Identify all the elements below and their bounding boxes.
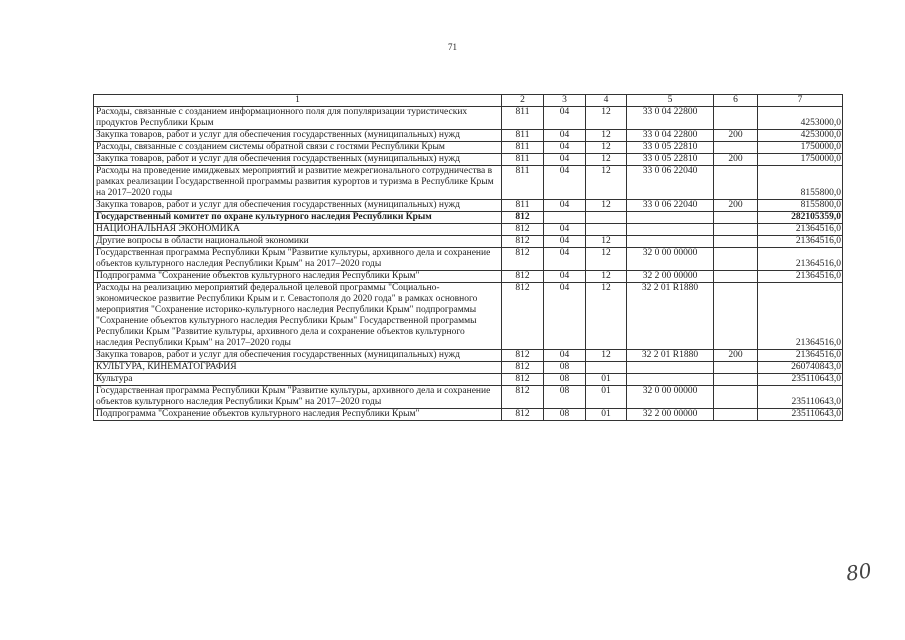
expense-type-cell [714,271,758,283]
target-article-cell [627,224,714,236]
ministry-code-cell: 812 [502,362,544,374]
amount-cell: 21364516,0 [758,271,843,283]
expense-type-cell [714,362,758,374]
expense-type-cell [714,107,758,130]
expense-name-cell: Расходы, связанные с созданием системы обратной связи с гостями Республики Крым [94,142,502,154]
target-article-cell: 33 0 05 22810 [627,154,714,166]
amount-cell: 8155800,0 [758,166,843,200]
subsection-code-cell [586,224,627,236]
ministry-code-cell: 812 [502,271,544,283]
section-code-cell: 04 [544,142,586,154]
expense-type-cell [714,283,758,350]
section-code-cell: 04 [544,130,586,142]
expense-name-cell: Закупка товаров, работ и услуг для обеспечения государственных (муниципальных) нужд [94,200,502,212]
expense-name-cell: Культура [94,374,502,386]
subsection-code-cell: 12 [586,107,627,130]
section-code-cell: 04 [544,200,586,212]
target-article-cell: 33 0 04 22800 [627,130,714,142]
ministry-code-cell: 811 [502,130,544,142]
table-row [94,212,843,224]
amount-cell: 4253000,0 [758,107,843,130]
section-code-cell: 04 [544,236,586,248]
amount-cell: 235110643,0 [758,374,843,386]
amount-cell: 1750000,0 [758,154,843,166]
table-row [94,107,843,130]
target-article-cell: 33 0 06 22040 [627,200,714,212]
subsection-code-cell: 12 [586,248,627,271]
expense-name-cell: Закупка товаров, работ и услуг для обеспечения государственных (муниципальных) нужд [94,154,502,166]
amount-cell: 4253000,0 [758,130,843,142]
subsection-code-cell: 12 [586,166,627,200]
amount-cell: 260740843,0 [758,362,843,374]
target-article-cell: 32 2 01 R1880 [627,350,714,362]
expense-type-cell [714,224,758,236]
handwritten-page-mark: 80 [844,558,873,586]
expense-name-cell: Государственная программа Республики Крым "Развитие культуры, архивного дела и сохранение объектов культурного наследия Республики Крым" на 2017–2020 годы [94,248,502,271]
expense-type-cell [714,212,758,224]
expense-name-cell: Подпрограмма "Сохранение объектов культурного наследия Республики Крым" [94,409,502,421]
amount-cell: 282105359,0 [758,212,843,224]
page-number: 71 [448,42,457,52]
expense-name-cell: Государственная программа Республики Крым "Развитие культуры, архивного дела и сохранение объектов культурного наследия Республики Крым" на 2017–2020 годы [94,386,502,409]
expense-name-cell: Другие вопросы в области национальной экономики [94,236,502,248]
target-article-cell [627,236,714,248]
header-row [94,95,843,107]
ministry-code-cell: 811 [502,107,544,130]
expense-type-cell: 200 [714,130,758,142]
table-row [94,283,843,350]
target-article-cell: 32 2 01 R1880 [627,283,714,350]
target-article-cell: 33 0 05 22810 [627,142,714,154]
ministry-code-cell: 811 [502,154,544,166]
table-row [94,248,843,271]
table-row [94,142,843,154]
section-code-cell: 08 [544,386,586,409]
expense-type-cell [714,248,758,271]
column-header: 5 [627,95,714,107]
table-row [94,224,843,236]
ministry-code-cell: 812 [502,248,544,271]
table-row [94,130,843,142]
section-code-cell [544,212,586,224]
ministry-code-cell: 812 [502,224,544,236]
target-article-cell: 32 2 00 00000 [627,271,714,283]
expense-name-cell: Расходы на реализацию мероприятий федеральной целевой программы "Социально-экономическое развитие Республики Крым и г. Севастополя до 2020 года" в рамках основного мероприятия "Сохранение историко-культурного наследия Республики Крым" подпрограммы "Сохранение объектов культурного наследия Республики Крым" Государственной программы Республики Крым "Развитие культуры, архивного дела и сохранение объектов культурного наследия Республики Крым" на 2017–2020 годы [94,283,502,350]
section-code-cell: 04 [544,350,586,362]
target-article-cell: 32 2 00 00000 [627,409,714,421]
subsection-code-cell: 12 [586,236,627,248]
subsection-code-cell [586,362,627,374]
ministry-code-cell: 812 [502,409,544,421]
column-header: 2 [502,95,544,107]
table-row [94,386,843,409]
subsection-code-cell [586,212,627,224]
section-code-cell: 04 [544,224,586,236]
expense-name-cell: НАЦИОНАЛЬНАЯ ЭКОНОМИКА [94,224,502,236]
subsection-code-cell: 01 [586,409,627,421]
expense-type-cell [714,409,758,421]
expense-name-cell: Расходы на проведение имиджевых мероприятий и развитие межрегионального сотрудничества в рамках реализации Государственной программы развития курортов и туризма в Республике Крым на 2017–2020 годы [94,166,502,200]
ministry-code-cell: 812 [502,350,544,362]
target-article-cell [627,374,714,386]
section-code-cell: 04 [544,271,586,283]
ministry-code-cell: 811 [502,142,544,154]
amount-cell: 21364516,0 [758,350,843,362]
table-row [94,271,843,283]
subsection-code-cell: 12 [586,283,627,350]
subsection-code-cell: 12 [586,350,627,362]
section-code-cell: 04 [544,154,586,166]
section-code-cell: 04 [544,248,586,271]
subsection-code-cell: 12 [586,271,627,283]
table-row [94,236,843,248]
expense-type-cell: 200 [714,154,758,166]
table-row [94,154,843,166]
column-header: 1 [94,95,502,107]
ministry-code-cell: 811 [502,200,544,212]
section-code-cell: 08 [544,409,586,421]
budget-table [93,94,843,421]
amount-cell: 21364516,0 [758,224,843,236]
target-article-cell [627,362,714,374]
target-article-cell: 32 0 00 00000 [627,248,714,271]
table-row [94,166,843,200]
target-article-cell [627,212,714,224]
amount-cell: 21364516,0 [758,283,843,350]
target-article-cell: 33 0 04 22800 [627,107,714,130]
column-header: 3 [544,95,586,107]
expense-name-cell: КУЛЬТУРА, КИНЕМАТОГРАФИЯ [94,362,502,374]
table-row [94,409,843,421]
expense-type-cell [714,236,758,248]
table-row [94,350,843,362]
amount-cell: 8155800,0 [758,200,843,212]
target-article-cell: 33 0 06 22040 [627,166,714,200]
column-header: 4 [586,95,627,107]
subsection-code-cell: 01 [586,386,627,409]
expense-name-cell: Расходы, связанные с созданием информационного поля для популяризации туристических продуктов Республики Крым [94,107,502,130]
subsection-code-cell: 12 [586,130,627,142]
expense-type-cell [714,374,758,386]
expense-type-cell: 200 [714,200,758,212]
section-code-cell: 04 [544,107,586,130]
ministry-code-cell: 811 [502,166,544,200]
expense-name-cell: Подпрограмма "Сохранение объектов культурного наследия Республики Крым" [94,271,502,283]
ministry-code-cell: 812 [502,283,544,350]
amount-cell: 1750000,0 [758,142,843,154]
ministry-code-cell: 812 [502,212,544,224]
amount-cell: 235110643,0 [758,386,843,409]
section-code-cell: 04 [544,283,586,350]
table-row [94,200,843,212]
expense-name-cell: Закупка товаров, работ и услуг для обеспечения государственных (муниципальных) нужд [94,130,502,142]
table-row [94,374,843,386]
ministry-code-cell: 812 [502,386,544,409]
table-row [94,362,843,374]
expense-type-cell [714,386,758,409]
expense-type-cell [714,166,758,200]
target-article-cell: 32 0 00 00000 [627,386,714,409]
column-header: 6 [714,95,758,107]
column-header: 7 [758,95,843,107]
ministry-code-cell: 812 [502,236,544,248]
section-code-cell: 08 [544,362,586,374]
subsection-code-cell: 12 [586,154,627,166]
expense-type-cell [714,142,758,154]
amount-cell: 21364516,0 [758,248,843,271]
subsection-code-cell: 12 [586,200,627,212]
amount-cell: 235110643,0 [758,409,843,421]
expense-type-cell: 200 [714,350,758,362]
amount-cell: 21364516,0 [758,236,843,248]
subsection-code-cell: 01 [586,374,627,386]
ministry-code-cell: 812 [502,374,544,386]
expense-name-cell: Государственный комитет по охране культурного наследия Республики Крым [94,212,502,224]
section-code-cell: 08 [544,374,586,386]
expense-name-cell: Закупка товаров, работ и услуг для обеспечения государственных (муниципальных) нужд [94,350,502,362]
section-code-cell: 04 [544,166,586,200]
subsection-code-cell: 12 [586,142,627,154]
